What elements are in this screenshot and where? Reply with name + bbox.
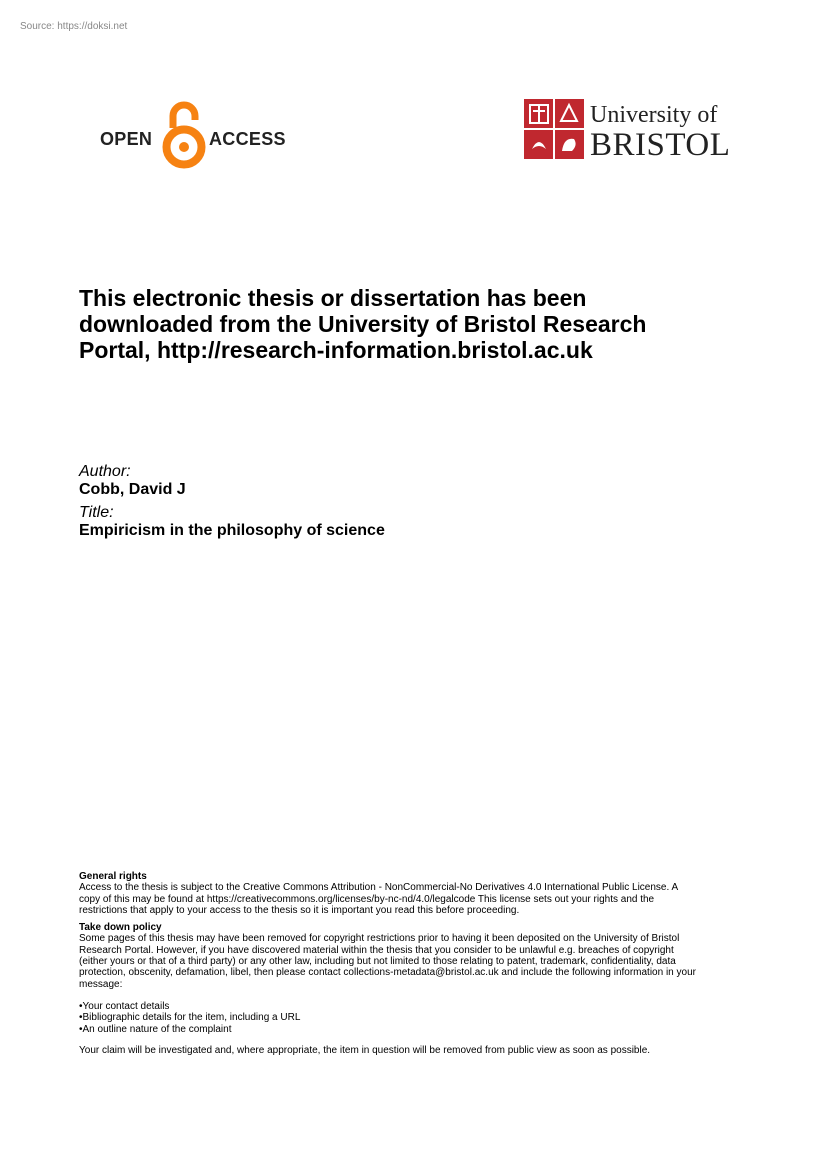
list-item: •Bibliographic details for the item, including a URL [79,1012,301,1024]
open-lock-icon [162,98,206,170]
general-rights-line: copy of this may be found at https://creativecommons.org/licenses/by-nc-nd/4.0/legalcode This license sets out your rights and the [79,893,655,905]
take-down-line: Research Portal. However, if you have discovered material within the thesis that you consider to be unlawful e.g. breaches of copyright [79,944,674,956]
take-down-text [79,933,769,989]
take-down-line: Some pages of this thesis may have been removed for copyright restrictions prior to having it been deposited on the University of Bristol [79,933,680,945]
take-down-line: message: [79,978,123,990]
headline-line: Portal, http://research-information.bristol.ac.uk [79,337,593,363]
general-rights-text [79,882,769,916]
take-down-closing: Your claim will be investigated and, where appropriate, the item in question will be removed from public view as soon as possible. [79,1044,651,1056]
title-label: Title: [79,504,114,521]
headline-line: This electronic thesis or dissertation has been [79,285,587,311]
open-access-word-open: OPEN [100,129,153,149]
complaint-info-list [79,1001,769,1035]
author-label: Author: [79,463,131,480]
university-name-line1: University of [590,102,718,128]
page-title [79,285,759,363]
general-rights-line: restrictions that apply to your access to the thesis so it is important you read this before proceeding. [79,904,520,916]
open-access-logo [98,98,290,170]
thesis-title: Empiricism in the philosophy of science [79,522,385,539]
general-rights-line: Access to the thesis is subject to the Creative Commons Attribution - NonCommercial-No Derivatives 4.0 International Public License. A [79,882,679,894]
rights-section [79,871,769,1056]
list-item: •An outline nature of the complaint [79,1023,232,1035]
open-access-word-access: ACCESS [209,129,286,149]
list-item: •Your contact details [79,1000,170,1012]
university-of-bristol-logo [524,99,730,161]
general-rights-heading: General rights [79,871,147,882]
author-name: Cobb, David J [79,481,186,498]
source-note: Source: https://doksi.net [20,21,128,32]
take-down-line: (either yours or that of a third party) or any other law, including but not limited to those relating to patent, trademark, confidentiality, data [79,956,676,968]
university-name-line2: BRISTOL [590,127,731,163]
bristol-crest-icon [524,99,584,159]
take-down-line: protection, obscenity, defamation, libel, then please contact collections-metadata@bristol.ac.uk and include the following information in your [79,967,696,979]
take-down-heading: Take down policy [79,922,162,934]
headline-line: downloaded from the University of Bristol Research [79,311,647,337]
